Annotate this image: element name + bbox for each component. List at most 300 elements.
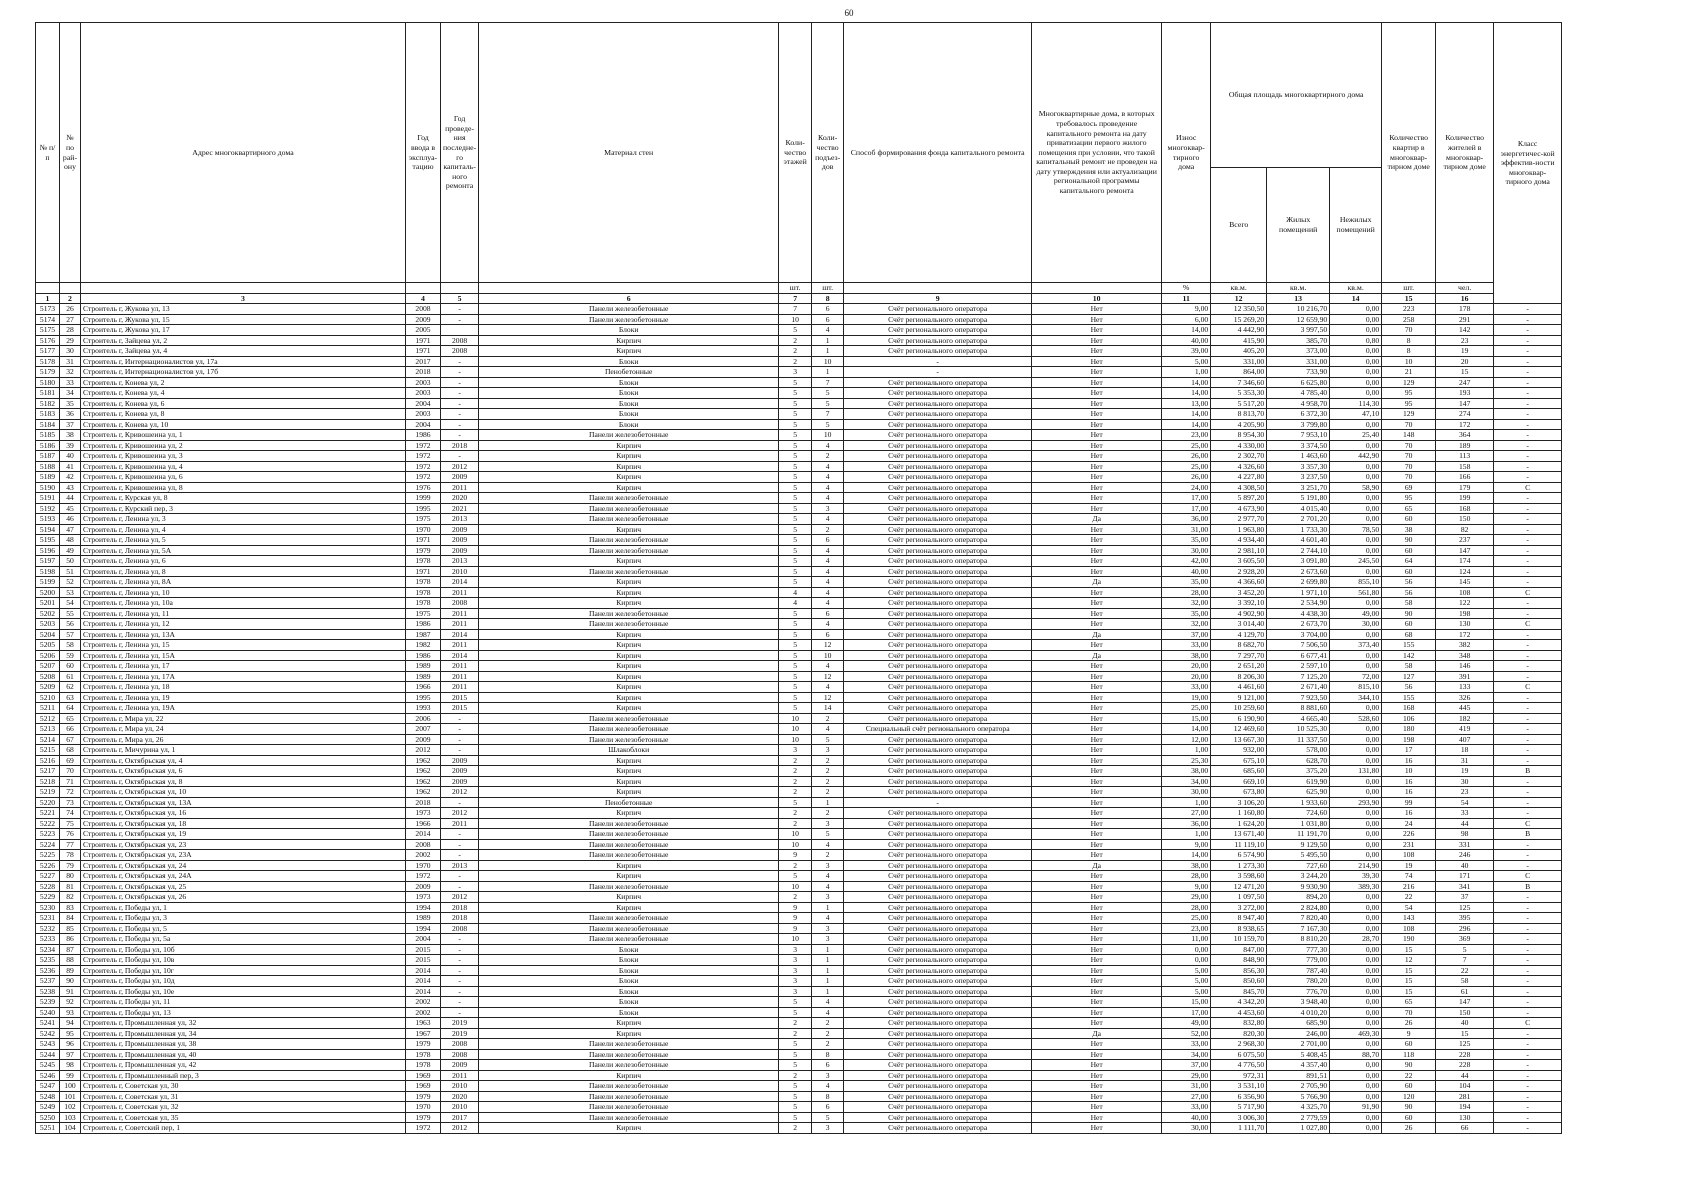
cell-address: Строитель г, Октябрьская ул, 24А (81, 871, 406, 882)
cell-residents: 178 (1436, 304, 1494, 315)
cell-year-built: 1978 (406, 1049, 441, 1060)
cell-floors: 4 (779, 598, 812, 609)
cell-area-nonresidential: 0,00 (1330, 346, 1382, 357)
cell-district-number: 94 (60, 1018, 81, 1029)
cell-district-number: 80 (60, 871, 81, 882)
cell-energy-class: - (1494, 892, 1562, 903)
cell-area-total: 864,00 (1211, 367, 1267, 378)
cell-area-residential: 1 031,80 (1267, 818, 1330, 829)
table-row (36, 661, 1562, 672)
cell-area-total: 4 776,50 (1211, 1060, 1267, 1071)
cell-year-built: 2014 (406, 986, 441, 997)
cell-address: Строитель г, Кривошеина ул, 1 (81, 430, 406, 441)
cell-last-repair-year: - (441, 839, 479, 850)
cell-energy-class: - (1494, 1070, 1562, 1081)
cell-area-residential: 2 673,70 (1267, 619, 1330, 630)
cell-floors: 2 (779, 808, 812, 819)
cell-address: Строитель г, Ленина ул, 6 (81, 556, 406, 567)
cell-wall-material: Панели железобетонные (479, 430, 779, 441)
cell-last-repair-year: 2018 (441, 440, 479, 451)
cell-district-number: 89 (60, 965, 81, 976)
cell-apartments: 69 (1382, 482, 1436, 493)
cell-entrances: 3 (812, 1070, 844, 1081)
cell-district-number: 86 (60, 934, 81, 945)
cell-district-number: 93 (60, 1007, 81, 1018)
cell-row-number: 5182 (36, 398, 60, 409)
cell-last-repair-year: - (441, 986, 479, 997)
cell-area-residential: 685,90 (1267, 1018, 1330, 1029)
cell-wear: 32,00 (1162, 619, 1211, 630)
cell-last-repair-year: 2011 (441, 661, 479, 672)
cell-apartments: 216 (1382, 881, 1436, 892)
cell-wall-material: Панели железобетонные (479, 818, 779, 829)
header-row-number: № п/п (36, 23, 60, 283)
cell-residents: 150 (1436, 514, 1494, 525)
cell-year-built: 2003 (406, 409, 441, 420)
cell-residents: 193 (1436, 388, 1494, 399)
cell-entrances: 10 (812, 356, 844, 367)
cell-year-built: 1982 (406, 640, 441, 651)
cell-address: Строитель г, Победы ул, 13 (81, 1007, 406, 1018)
cell-address: Строитель г, Промышленная ул, 42 (81, 1060, 406, 1071)
cell-apartments: 15 (1382, 965, 1436, 976)
cell-district-number: 100 (60, 1081, 81, 1092)
cell-area-total: 4 902,90 (1211, 608, 1267, 619)
table-row (36, 986, 1562, 997)
cell-row-number: 5203 (36, 619, 60, 630)
table-row (36, 1018, 1562, 1029)
cell-wall-material: Панели железобетонные (479, 1081, 779, 1092)
cell-address: Строитель г, Промышленный пер, 3 (81, 1070, 406, 1081)
cell-address: Строитель г, Мичурина ул, 1 (81, 745, 406, 756)
cell-apartments: 143 (1382, 913, 1436, 924)
cell-entrances: 4 (812, 440, 844, 451)
cell-wear: 34,00 (1162, 776, 1211, 787)
cell-area-nonresidential: 0,00 (1330, 965, 1382, 976)
cell-wall-material: Пенобетонные (479, 367, 779, 378)
col-number: 7 (779, 293, 812, 304)
cell-area-nonresidential: 855,10 (1330, 577, 1382, 588)
cell-area-residential: 3 799,80 (1267, 419, 1330, 430)
header-wall-material: Материал стен (479, 23, 779, 283)
cell-year-built: 2006 (406, 713, 441, 724)
cell-wall-material: Панели железобетонные (479, 1091, 779, 1102)
cell-year-built: 1966 (406, 818, 441, 829)
cell-district-number: 74 (60, 808, 81, 819)
cell-area-nonresidential: 0,00 (1330, 734, 1382, 745)
cell-year-built: 1978 (406, 587, 441, 598)
cell-area-total: 3 452,20 (1211, 587, 1267, 598)
cell-fund-method: Счёт регионального оператора (844, 493, 1032, 504)
cell-energy-class: - (1494, 356, 1562, 367)
cell-area-residential: 2 699,80 (1267, 577, 1330, 588)
cell-fund-method: Счёт регионального оператора (844, 965, 1032, 976)
cell-year-built: 1979 (406, 545, 441, 556)
cell-row-number: 5187 (36, 451, 60, 462)
cell-wear: 1,00 (1162, 829, 1211, 840)
cell-apartments: 65 (1382, 503, 1436, 514)
cell-district-number: 29 (60, 335, 81, 346)
unit-area-nonresidential: кв.м. (1330, 283, 1382, 294)
cell-energy-class: - (1494, 325, 1562, 336)
cell-area-total: 4 934,40 (1211, 535, 1267, 546)
cell-entrances: 3 (812, 934, 844, 945)
cell-repair-required: Нет (1032, 1112, 1162, 1123)
cell-district-number: 33 (60, 377, 81, 388)
cell-area-total: 415,90 (1211, 335, 1267, 346)
cell-address: Строитель г, Мира ул, 24 (81, 724, 406, 735)
cell-area-nonresidential: 0,00 (1330, 724, 1382, 735)
cell-row-number: 5230 (36, 902, 60, 913)
cell-apartments: 129 (1382, 409, 1436, 420)
cell-energy-class: - (1494, 703, 1562, 714)
cell-wall-material: Блоки (479, 997, 779, 1008)
cell-apartments: 95 (1382, 398, 1436, 409)
cell-energy-class: - (1494, 577, 1562, 588)
cell-area-residential: 625,90 (1267, 787, 1330, 798)
cell-entrances: 1 (812, 367, 844, 378)
cell-wear: 33,00 (1162, 640, 1211, 651)
cell-area-total: 3 392,10 (1211, 598, 1267, 609)
cell-floors: 10 (779, 724, 812, 735)
cell-area-total: 932,00 (1211, 745, 1267, 756)
cell-apartments: 65 (1382, 997, 1436, 1008)
cell-area-nonresidential: 0,00 (1330, 650, 1382, 661)
cell-energy-class: - (1494, 839, 1562, 850)
cell-area-nonresidential: 0,00 (1330, 598, 1382, 609)
cell-wall-material: Кирпич (479, 902, 779, 913)
cell-row-number: 5214 (36, 734, 60, 745)
cell-wear: 23,00 (1162, 923, 1211, 934)
cell-address: Строитель г, Ленина ул, 5А (81, 545, 406, 556)
cell-fund-method: Счёт регионального оператора (844, 745, 1032, 756)
cell-apartments: 17 (1382, 745, 1436, 756)
cell-wall-material: Кирпич (479, 755, 779, 766)
cell-floors: 2 (779, 787, 812, 798)
cell-area-nonresidential: 528,60 (1330, 713, 1382, 724)
cell-address: Строитель г, Промышленная ул, 40 (81, 1049, 406, 1060)
cell-row-number: 5173 (36, 304, 60, 315)
cell-floors: 5 (779, 692, 812, 703)
cell-last-repair-year: 2020 (441, 1091, 479, 1102)
cell-fund-method: Счёт регионального оператора (844, 430, 1032, 441)
cell-entrances: 3 (812, 923, 844, 934)
header-repair-required: Многоквартирные дома, в которых требовалось проведение капитального ремонта на дату приватизации первого жилого помещения при условии, что такой капитальный ремонт не проведен на дату утверждения или актуализации региональной программы капитального ремонта (1032, 23, 1162, 283)
cell-area-nonresidential: 28,70 (1330, 934, 1382, 945)
cell-area-total: 5 897,20 (1211, 493, 1267, 504)
cell-entrances: 6 (812, 608, 844, 619)
table-row (36, 314, 1562, 325)
cell-row-number: 5177 (36, 346, 60, 357)
cell-area-nonresidential: 0,00 (1330, 472, 1382, 483)
cell-last-repair-year: 2008 (441, 335, 479, 346)
col-number: 1 (36, 293, 60, 304)
cell-wear: 31,00 (1162, 524, 1211, 535)
cell-repair-required: Нет (1032, 734, 1162, 745)
cell-wall-material: Кирпич (479, 671, 779, 682)
cell-address: Строитель г, Октябрьская ул, 25 (81, 881, 406, 892)
cell-energy-class: - (1494, 388, 1562, 399)
cell-wall-material: Кирпич (479, 587, 779, 598)
cell-fund-method: Счёт регионального оператора (844, 850, 1032, 861)
cell-apartments: 60 (1382, 619, 1436, 630)
cell-energy-class: C (1494, 818, 1562, 829)
cell-area-residential: 3 244,20 (1267, 871, 1330, 882)
cell-energy-class: - (1494, 734, 1562, 745)
cell-last-repair-year: 2011 (441, 1070, 479, 1081)
table-row (36, 650, 1562, 661)
cell-residents: 189 (1436, 440, 1494, 451)
cell-wear: 35,00 (1162, 577, 1211, 588)
cell-repair-required: Нет (1032, 356, 1162, 367)
cell-entrances: 2 (812, 1028, 844, 1039)
cell-area-total: 12 469,60 (1211, 724, 1267, 735)
cell-area-total: 6 574,90 (1211, 850, 1267, 861)
cell-residents: 150 (1436, 1007, 1494, 1018)
cell-apartments: 16 (1382, 776, 1436, 787)
cell-wear: 40,00 (1162, 566, 1211, 577)
cell-area-residential: 6 625,80 (1267, 377, 1330, 388)
cell-entrances: 6 (812, 629, 844, 640)
cell-energy-class: - (1494, 997, 1562, 1008)
cell-wall-material: Кирпич (479, 577, 779, 588)
cell-residents: 15 (1436, 367, 1494, 378)
cell-repair-required: Нет (1032, 829, 1162, 840)
cell-area-nonresidential: 0,00 (1330, 776, 1382, 787)
cell-repair-required: Нет (1032, 325, 1162, 336)
cell-floors: 5 (779, 377, 812, 388)
cell-district-number: 68 (60, 745, 81, 756)
cell-energy-class: C (1494, 619, 1562, 630)
cell-area-total: 972,31 (1211, 1070, 1267, 1081)
cell-floors: 10 (779, 829, 812, 840)
cell-energy-class: - (1494, 398, 1562, 409)
cell-wall-material: Панели железобетонные (479, 1039, 779, 1050)
cell-fund-method: Счёт регионального оператора (844, 1081, 1032, 1092)
cell-area-total: 8 954,30 (1211, 430, 1267, 441)
cell-apartments: 99 (1382, 797, 1436, 808)
cell-area-residential: 12 659,90 (1267, 314, 1330, 325)
cell-apartments: 16 (1382, 787, 1436, 798)
cell-last-repair-year: 2013 (441, 860, 479, 871)
cell-wall-material: Кирпич (479, 650, 779, 661)
cell-district-number: 31 (60, 356, 81, 367)
cell-floors: 5 (779, 535, 812, 546)
cell-apartments: 8 (1382, 346, 1436, 357)
cell-energy-class: - (1494, 461, 1562, 472)
cell-energy-class: - (1494, 850, 1562, 861)
cell-wall-material: Панели железобетонные (479, 566, 779, 577)
cell-row-number: 5189 (36, 472, 60, 483)
cell-repair-required: Да (1032, 860, 1162, 871)
table-row (36, 304, 1562, 315)
cell-repair-required: Нет (1032, 1123, 1162, 1134)
cell-address: Строитель г, Кривошеина ул, 4 (81, 461, 406, 472)
cell-last-repair-year: 2011 (441, 682, 479, 693)
cell-fund-method: Счёт регионального оператора (844, 734, 1032, 745)
cell-year-built: 1976 (406, 482, 441, 493)
cell-wall-material: Панели железобетонные (479, 1049, 779, 1060)
cell-residents: 20 (1436, 356, 1494, 367)
cell-energy-class: - (1494, 608, 1562, 619)
cell-year-built: 1972 (406, 871, 441, 882)
cell-energy-class: - (1494, 377, 1562, 388)
unit-area-residential: кв.м. (1267, 283, 1330, 294)
cell-floors: 5 (779, 703, 812, 714)
cell-entrances: 1 (812, 965, 844, 976)
cell-residents: 19 (1436, 766, 1494, 777)
cell-area-nonresidential: 0,00 (1330, 545, 1382, 556)
cell-district-number: 59 (60, 650, 81, 661)
cell-address: Строитель г, Ленина ул, 4 (81, 524, 406, 535)
cell-repair-required: Нет (1032, 1102, 1162, 1113)
cell-district-number: 103 (60, 1112, 81, 1123)
cell-year-built: 2004 (406, 419, 441, 430)
cell-area-residential: 331,00 (1267, 356, 1330, 367)
col-number: 8 (812, 293, 844, 304)
cell-year-built: 2018 (406, 797, 441, 808)
table-row (36, 398, 1562, 409)
table-row (36, 577, 1562, 588)
cell-address: Строитель г, Жукова ул, 17 (81, 325, 406, 336)
table-row (36, 587, 1562, 598)
header-residents: Количество жителей в многоквар-тирном доме (1436, 23, 1494, 283)
cell-residents: 182 (1436, 713, 1494, 724)
cell-address: Строитель г, Советская ул, 30 (81, 1081, 406, 1092)
cell-district-number: 65 (60, 713, 81, 724)
cell-apartments: 10 (1382, 766, 1436, 777)
cell-area-total: 2 302,70 (1211, 451, 1267, 462)
cell-fund-method: Счёт регионального оператора (844, 472, 1032, 483)
header-wear: Износ многоквар-тирного дома (1162, 23, 1211, 283)
cell-entrances: 6 (812, 1060, 844, 1071)
cell-repair-required: Нет (1032, 619, 1162, 630)
cell-floors: 5 (779, 451, 812, 462)
cell-area-nonresidential: 0,00 (1330, 461, 1382, 472)
cell-district-number: 51 (60, 566, 81, 577)
cell-wear: 42,00 (1162, 556, 1211, 567)
cell-area-total: 3 605,50 (1211, 556, 1267, 567)
cell-area-total: 2 928,20 (1211, 566, 1267, 577)
cell-area-nonresidential: 293,90 (1330, 797, 1382, 808)
cell-area-total: 12 350,50 (1211, 304, 1267, 315)
cell-district-number: 63 (60, 692, 81, 703)
cell-area-residential: 4 357,40 (1267, 1060, 1330, 1071)
header-last-repair-year: Год проведе-ния последне-го капиталь-ного ремонта (441, 23, 479, 283)
cell-apartments: 190 (1382, 934, 1436, 945)
cell-year-built: 1975 (406, 514, 441, 525)
cell-fund-method: Счёт регионального оператора (844, 902, 1032, 913)
cell-entrances: 2 (812, 524, 844, 535)
table-row (36, 703, 1562, 714)
cell-residents: 171 (1436, 871, 1494, 882)
cell-district-number: 97 (60, 1049, 81, 1060)
cell-row-number: 5215 (36, 745, 60, 756)
cell-wear: 25,00 (1162, 461, 1211, 472)
cell-area-residential: 4 015,40 (1267, 503, 1330, 514)
cell-area-nonresidential: 0,00 (1330, 997, 1382, 1008)
table-body (36, 304, 1562, 1134)
cell-apartments: 226 (1382, 829, 1436, 840)
cell-apartments: 120 (1382, 1091, 1436, 1102)
table-row (36, 944, 1562, 955)
cell-repair-required: Да (1032, 650, 1162, 661)
cell-wear: 5,00 (1162, 976, 1211, 987)
table-row (36, 619, 1562, 630)
cell-repair-required: Нет (1032, 850, 1162, 861)
cell-repair-required: Нет (1032, 377, 1162, 388)
table-row (36, 503, 1562, 514)
cell-residents: 168 (1436, 503, 1494, 514)
table-row (36, 839, 1562, 850)
cell-last-repair-year: 2008 (441, 598, 479, 609)
cell-district-number: 42 (60, 472, 81, 483)
cell-floors: 5 (779, 1039, 812, 1050)
cell-area-residential: 6 372,30 (1267, 409, 1330, 420)
cell-year-built: 1972 (406, 461, 441, 472)
cell-district-number: 27 (60, 314, 81, 325)
cell-area-residential: 779,00 (1267, 955, 1330, 966)
cell-area-residential: 628,70 (1267, 755, 1330, 766)
cell-residents: 23 (1436, 787, 1494, 798)
cell-energy-class: - (1494, 860, 1562, 871)
cell-wear: 49,00 (1162, 1018, 1211, 1029)
cell-entrances: 4 (812, 871, 844, 882)
cell-residents: 5 (1436, 944, 1494, 955)
cell-energy-class: - (1494, 745, 1562, 756)
table-row (36, 1060, 1562, 1071)
cell-wall-material: Блоки (479, 398, 779, 409)
cell-fund-method: Счёт регионального оператора (844, 871, 1032, 882)
cell-area-nonresidential: 0,00 (1330, 1070, 1382, 1081)
cell-fund-method: Счёт регионального оператора (844, 461, 1032, 472)
cell-district-number: 91 (60, 986, 81, 997)
cell-area-total: 848,90 (1211, 955, 1267, 966)
cell-wear: 29,00 (1162, 1070, 1211, 1081)
cell-apartments: 70 (1382, 461, 1436, 472)
cell-district-number: 96 (60, 1039, 81, 1050)
cell-entrances: 1 (812, 944, 844, 955)
cell-residents: 364 (1436, 430, 1494, 441)
cell-last-repair-year: 2011 (441, 482, 479, 493)
cell-repair-required: Нет (1032, 482, 1162, 493)
cell-fund-method: Счёт регионального оператора (844, 923, 1032, 934)
cell-residents: 54 (1436, 797, 1494, 808)
cell-wear: 40,00 (1162, 1112, 1211, 1123)
cell-last-repair-year: 2012 (441, 787, 479, 798)
cell-area-nonresidential: 88,70 (1330, 1049, 1382, 1060)
cell-row-number: 5236 (36, 965, 60, 976)
cell-wall-material: Блоки (479, 388, 779, 399)
cell-wall-material: Кирпич (479, 629, 779, 640)
cell-energy-class: - (1494, 535, 1562, 546)
cell-wall-material: Блоки (479, 325, 779, 336)
cell-entrances: 2 (812, 713, 844, 724)
table-row (36, 346, 1562, 357)
cell-last-repair-year: 2012 (441, 461, 479, 472)
cell-last-repair-year: 2014 (441, 629, 479, 640)
cell-row-number: 5212 (36, 713, 60, 724)
cell-area-residential: 373,00 (1267, 346, 1330, 357)
cell-wall-material: Панели железобетонные (479, 535, 779, 546)
cell-wear: 9,00 (1162, 881, 1211, 892)
cell-residents: 147 (1436, 398, 1494, 409)
cell-apartments: 60 (1382, 545, 1436, 556)
cell-district-number: 73 (60, 797, 81, 808)
cell-fund-method: Счёт регионального оператора (844, 388, 1032, 399)
cell-address: Строитель г, Ленина ул, 15А (81, 650, 406, 661)
cell-area-nonresidential: 0,00 (1330, 1123, 1382, 1134)
